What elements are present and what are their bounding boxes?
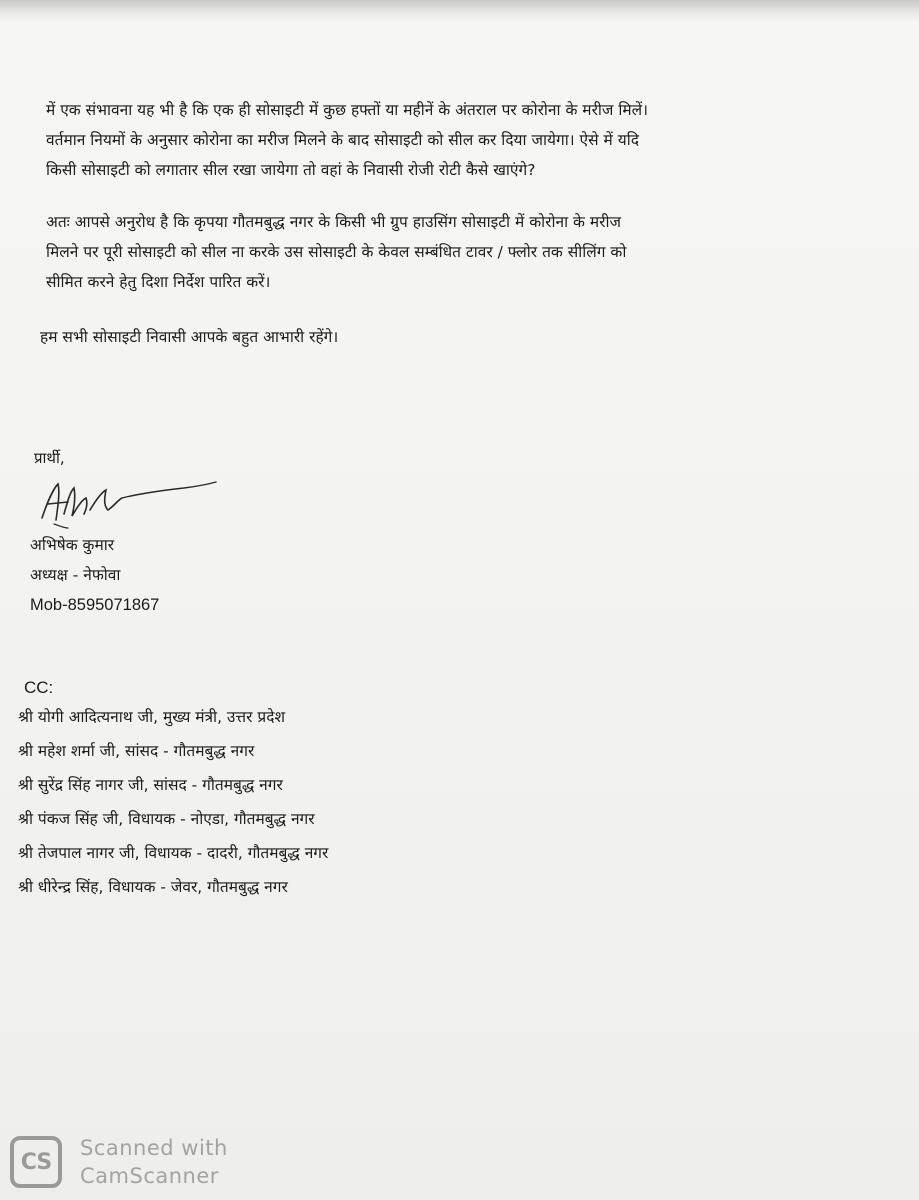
paragraph-2: [46, 207, 886, 297]
text-line: सीमित करने हेतु दिशा निर्देश पारित करें।: [46, 273, 271, 291]
text-line: अतः आपसे अनुरोध है कि कृपया गौतमबुद्ध नगर के किसी भी ग्रुप हाउसिंग सोसाइटी में कोरोना के मरीज: [46, 213, 621, 231]
salutation: प्रार्थी,: [34, 449, 65, 467]
cc-recipient: श्री तेजपाल नागर जी, विधायक - दादरी, गौतमबुद्ध नगर: [18, 844, 329, 862]
watermark-line-1: Scanned with: [80, 1136, 228, 1160]
handwritten-signature: [30, 470, 330, 530]
watermark-line-2: CamScanner: [80, 1164, 219, 1188]
cc-list: [18, 678, 618, 904]
camscanner-logo-icon: CS: [10, 1136, 62, 1188]
signature-block: [30, 448, 330, 620]
text-line: मिलने पर पूरी सोसाइटी को सील ना करके उस सोसाइटी के केवल सम्बंधित टावर / फ्लोर तक सीलिंग को: [46, 243, 627, 261]
text-line: में एक संभावना यह भी है कि एक ही सोसाइटी में कुछ हफ्तों या महीनें के अंतराल पर कोरोना के मरीज मिलें।: [46, 101, 649, 119]
signer-name: अभिषेक कुमार: [30, 536, 115, 554]
watermark-text: [80, 1134, 228, 1190]
paragraph-1: [46, 95, 886, 185]
text-line: किसी सोसाइटी को लगातार सील रखा जायेगा तो वहां के निवासी रोजी रोटी कैसे खाएंगे?: [46, 161, 536, 179]
scan-top-edge: [0, 0, 919, 22]
signer-designation: अध्यक्ष - नेफोवा: [30, 566, 121, 584]
text-line: वर्तमान नियमों के अनुसार कोरोना का मरीज मिलने के बाद सोसाइटी को सील कर दिया जायेगा। ऐसे में यदि: [46, 131, 639, 149]
cc-label: CC:: [24, 678, 54, 697]
cc-recipient: श्री धीरेन्द्र सिंह, विधायक - जेवर, गौतमबुद्ध नगर: [18, 878, 288, 896]
cc-recipient: श्री योगी आदित्यनाथ जी, मुख्य मंत्री, उत्तर प्रदेश: [18, 708, 285, 726]
letter-body: [46, 95, 886, 319]
cc-recipient: श्री पंकज सिंह जी, विधायक - नोएडा, गौतमबुद्ध नगर: [18, 810, 315, 828]
cc-recipient: श्री महेश शर्मा जी, सांसद - गौतमबुद्ध नगर: [18, 742, 255, 760]
cc-recipient: श्री सुरेंद्र सिंह नागर जी, सांसद - गौतमबुद्ध नगर: [18, 776, 283, 794]
signer-mobile: Mob-8595071867: [30, 596, 160, 614]
closing-line: हम सभी सोसाइटी निवासी आपके बहुत आभारी रहेंगे।: [40, 328, 339, 346]
signature-image: [34, 470, 224, 530]
camscanner-watermark: [10, 1132, 270, 1192]
